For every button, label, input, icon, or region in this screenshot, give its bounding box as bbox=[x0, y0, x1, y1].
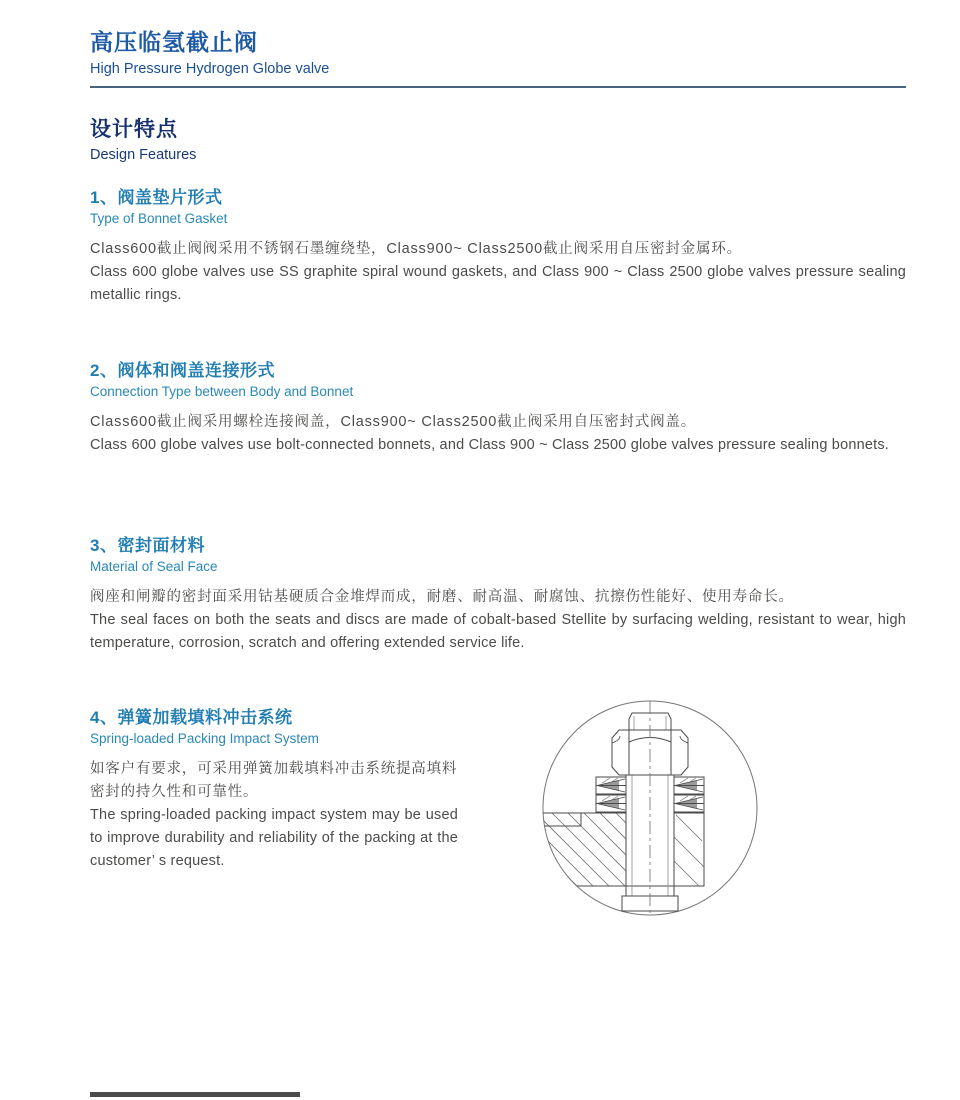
feature-4-body-en: The spring-loaded packing impact system may be used to improve durability and reliability of the packing at the customer’ s request. bbox=[90, 807, 458, 869]
page-title-zh: 高压临氢截止阀 bbox=[90, 29, 258, 55]
feature-2-title-zh: 2、阀体和阀盖连接形式 bbox=[90, 361, 275, 380]
feature-section-3 bbox=[90, 536, 906, 655]
page-header bbox=[90, 28, 906, 78]
header-divider bbox=[90, 86, 906, 88]
feature-1-body-zh: Class600截止阀阀采用不锈钢石墨缠绕垫，Class900~ Class2500截止阀采用自压密封金属环。 bbox=[90, 241, 742, 257]
feature-2-body-en: Class 600 globe valves use bolt-connected bonnets, and Class 900 ~ Class 2500 globe valves pressure sealing bonnets. bbox=[90, 437, 890, 453]
feature-3-title-zh: 3、密封面材料 bbox=[90, 536, 205, 555]
feature-2-body-zh: Class600截止阀采用螺栓连接阀盖，Class900~ Class2500截止阀采用自压密封式阀盖。 bbox=[90, 414, 697, 430]
feature-3-title-en: Material of Seal Face bbox=[90, 559, 218, 574]
feature-1-title-zh: 1、阀盖垫片形式 bbox=[90, 188, 223, 207]
spring-loaded-packing-detail-drawing bbox=[536, 691, 774, 933]
design-features-heading bbox=[90, 117, 906, 164]
feature-1-title-en: Type of Bonnet Gasket bbox=[90, 211, 228, 226]
feature-4-title-en: Spring-loaded Packing Impact System bbox=[90, 731, 319, 746]
feature-4-body-zh: 如客户有要求，可采用弹簧加载填料冲击系统提高填料密封的持久性和可靠性。 bbox=[90, 761, 458, 800]
feature-section-1 bbox=[90, 188, 906, 307]
design-features-title-zh: 设计特点 bbox=[90, 118, 178, 141]
feature-section-4 bbox=[90, 708, 906, 873]
feature-4-title-zh: 4、弹簧加载填料冲击系统 bbox=[90, 708, 293, 727]
page-title-en: High Pressure Hydrogen Globe valve bbox=[90, 61, 330, 77]
feature-section-2 bbox=[90, 361, 906, 457]
feature-3-body-en: The seal faces on both the seats and discs are made of cobalt-based Stellite by surfacing welding, resistant to wear, high temperature, corrosion, scratch and offering extended service life. bbox=[90, 612, 906, 651]
design-features-title-en: Design Features bbox=[90, 147, 197, 163]
feature-1-body-en: Class 600 globe valves use SS graphite spiral wound gaskets, and Class 900 ~ Class 2500 globe valves pressure sealing metallic rings. bbox=[90, 264, 906, 303]
feature-2-title-en: Connection Type between Body and Bonnet bbox=[90, 384, 354, 399]
footer-accent-bar bbox=[90, 1092, 300, 1097]
feature-3-body-zh: 阀座和闸瓣的密封面采用钴基硬质合金堆焊而成，耐磨、耐高温、耐腐蚀、抗擦伤性能好、使用寿命长。 bbox=[90, 589, 794, 605]
